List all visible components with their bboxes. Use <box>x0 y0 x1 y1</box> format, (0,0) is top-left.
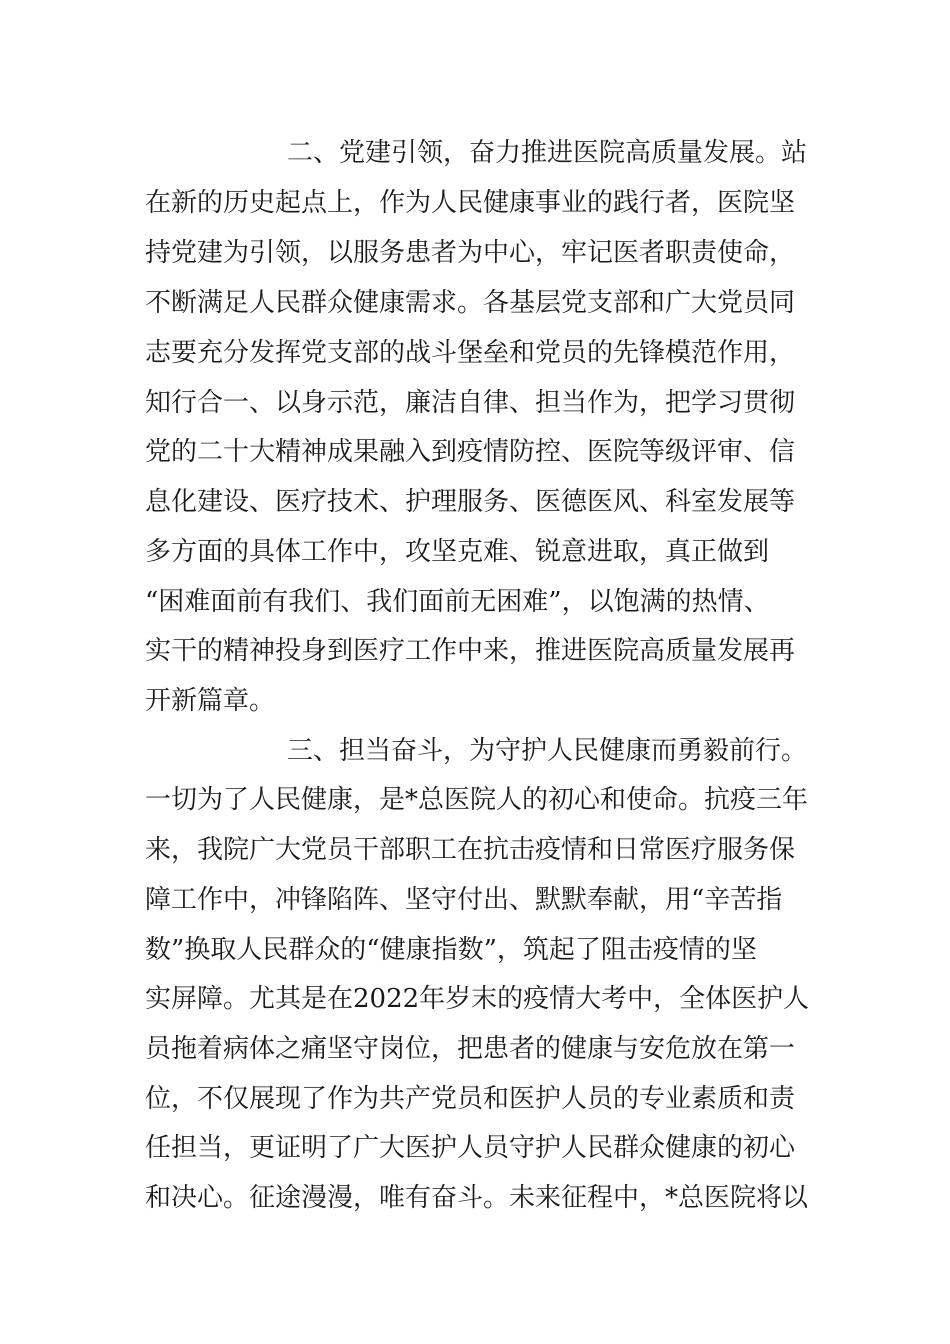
p1-line-4: 不断满足人民群众健康需求。各基层党支部和广大党员同 <box>145 288 796 318</box>
p2-line-4: 障工作中，冲锋陷阵、坚守付出、默默奉献，用“辛苦指 <box>145 885 783 915</box>
p2-line-9: 任担当，更证明了广大医护人员守护人民群众健康的初心 <box>145 1133 796 1163</box>
p1-line-11: 实干的精神投身到医疗工作中来，推进医院高质量发展再 <box>145 636 796 666</box>
p1-line-8: 息化建设、医疗技术、护理服务、医德医风、科室发展等 <box>145 487 796 517</box>
p1-line-12: 开新篇章。 <box>145 686 276 716</box>
p2-line-10: 和决心。征途漫漫，唯有奋斗。未来征程中，*总医院将以 <box>145 1183 809 1213</box>
p2-line-7: 员拖着病体之痛坚守岗位，把患者的健康与安危放在第一 <box>145 1034 796 1064</box>
p1-line-7: 党的二十大精神成果融入到疫情防控、医院等级评审、信 <box>145 437 796 467</box>
p1-line-9: 多方面的具体工作中，攻坚克难、锐意进取，真正做到 <box>145 537 770 567</box>
p2-line-6: 实屏障。尤其是在2022年岁末的疫情大考中，全体医护人 <box>145 984 810 1014</box>
p1-line-1: 二、党建引领，奋力推进医院高质量发展。站 <box>287 138 808 168</box>
p1-line-10: “困难面前有我们、我们面前无困难”，以饱满的热情、 <box>145 587 770 617</box>
p1-line-3: 持党建为引领，以服务患者为中心，牢记医者职责使命， <box>145 238 796 268</box>
p2-line-1: 三、担当奋斗，为守护人民健康而勇毅前行。 <box>287 736 808 766</box>
p2-line-2: 一切为了人民健康，是*总医院人的初心和使命。抗疫三年 <box>145 785 809 815</box>
p1-line-2: 在新的历史起点上，作为人民健康事业的践行者，医院坚 <box>145 188 796 218</box>
p2-line-5: 数”换取人民群众的“健康指数”，筑起了阻击疫情的坚 <box>145 935 757 965</box>
p2-line-8: 位，不仅展现了作为共产党员和医护人员的专业素质和责 <box>145 1084 796 1114</box>
p2-line-3: 来，我院广大党员干部职工在抗击疫情和日常医疗服务保 <box>145 835 796 865</box>
p1-line-5: 志要充分发挥党支部的战斗堡垒和党员的先锋模范作用， <box>145 338 796 368</box>
p1-line-6: 知行合一、以身示范，廉洁自律、担当作为，把学习贯彻 <box>145 388 796 418</box>
